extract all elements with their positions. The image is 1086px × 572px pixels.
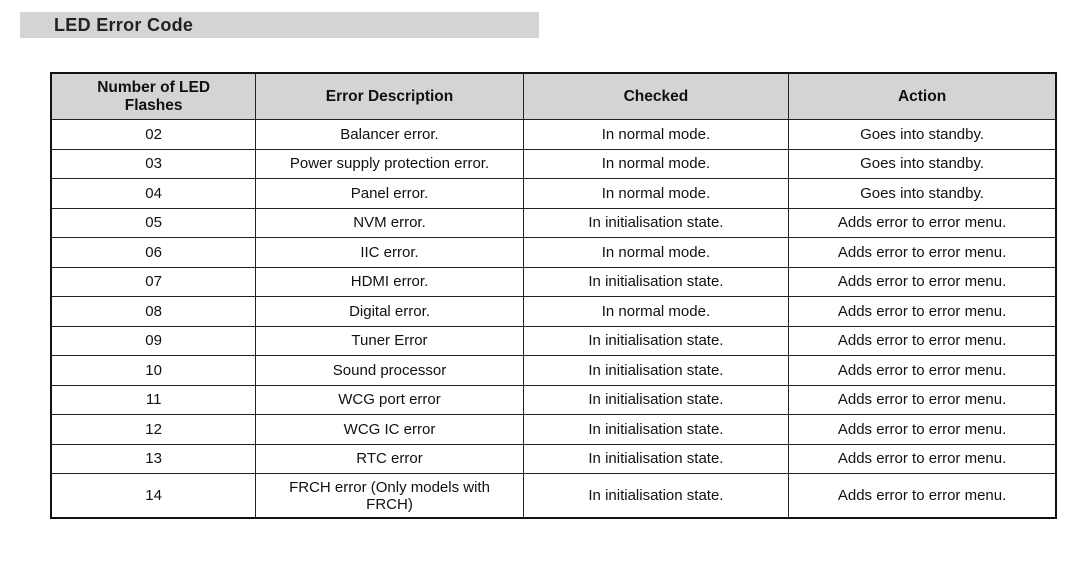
cell-error-description: Balancer error. [256,120,523,150]
cell-checked: In initialisation state. [523,444,788,474]
cell-action: Adds error to error menu. [789,444,1056,474]
table-row [51,238,1056,268]
cell-action: Goes into standby. [789,179,1056,209]
cell-checked: In normal mode. [523,120,788,150]
cell-led-flashes: 09 [51,326,256,356]
cell-checked: In normal mode. [523,149,788,179]
table-row [51,208,1056,238]
header-led-flashes: Number of LED Flashes [51,73,256,120]
cell-led-flashes: 08 [51,297,256,327]
cell-error-description: Power supply protection error. [256,149,523,179]
led-error-code-table [50,72,1057,519]
cell-led-flashes: 03 [51,149,256,179]
cell-led-flashes: 04 [51,179,256,209]
table-row [51,120,1056,150]
table-row [51,297,1056,327]
section-title: LED Error Code [54,15,194,35]
header-action: Action [789,73,1056,120]
cell-checked: In initialisation state. [523,415,788,445]
table-row [51,415,1056,445]
cell-error-description: Sound processor [256,356,523,386]
table-row [51,267,1056,297]
cell-led-flashes: 11 [51,385,256,415]
header-error-description: Error Description [256,73,523,120]
table-header-row [51,73,1056,120]
cell-action: Adds error to error menu. [789,474,1056,519]
cell-led-flashes: 10 [51,356,256,386]
cell-led-flashes: 07 [51,267,256,297]
cell-error-description: Panel error. [256,179,523,209]
cell-error-description: RTC error [256,444,523,474]
cell-error-description: WCG IC error [256,415,523,445]
cell-error-description: IIC error. [256,238,523,268]
cell-led-flashes: 06 [51,238,256,268]
cell-error-description: FRCH error (Only models with FRCH) [256,474,523,519]
cell-checked: In initialisation state. [523,356,788,386]
cell-action: Adds error to error menu. [789,415,1056,445]
cell-error-description: NVM error. [256,208,523,238]
table-row [51,444,1056,474]
cell-action: Adds error to error menu. [789,238,1056,268]
table-row [51,179,1056,209]
cell-action: Adds error to error menu. [789,326,1056,356]
table-row [51,474,1056,519]
cell-checked: In initialisation state. [523,474,788,519]
header-checked: Checked [523,73,788,120]
cell-checked: In initialisation state. [523,208,788,238]
cell-checked: In initialisation state. [523,385,788,415]
table-row [51,356,1056,386]
cell-error-description: Tuner Error [256,326,523,356]
table-row [51,385,1056,415]
cell-led-flashes: 14 [51,474,256,519]
cell-led-flashes: 12 [51,415,256,445]
cell-action: Adds error to error menu. [789,267,1056,297]
cell-checked: In initialisation state. [523,267,788,297]
cell-error-description: HDMI error. [256,267,523,297]
cell-checked: In normal mode. [523,297,788,327]
cell-led-flashes: 05 [51,208,256,238]
table-row [51,326,1056,356]
cell-led-flashes: 02 [51,120,256,150]
cell-action: Adds error to error menu. [789,297,1056,327]
section-title-bar [20,12,539,38]
cell-error-description: Digital error. [256,297,523,327]
cell-checked: In initialisation state. [523,326,788,356]
table-row [51,149,1056,179]
cell-action: Adds error to error menu. [789,385,1056,415]
cell-error-description: WCG port error [256,385,523,415]
cell-led-flashes: 13 [51,444,256,474]
cell-action: Goes into standby. [789,149,1056,179]
cell-action: Adds error to error menu. [789,356,1056,386]
cell-checked: In normal mode. [523,238,788,268]
cell-action: Goes into standby. [789,120,1056,150]
cell-checked: In normal mode. [523,179,788,209]
cell-action: Adds error to error menu. [789,208,1056,238]
